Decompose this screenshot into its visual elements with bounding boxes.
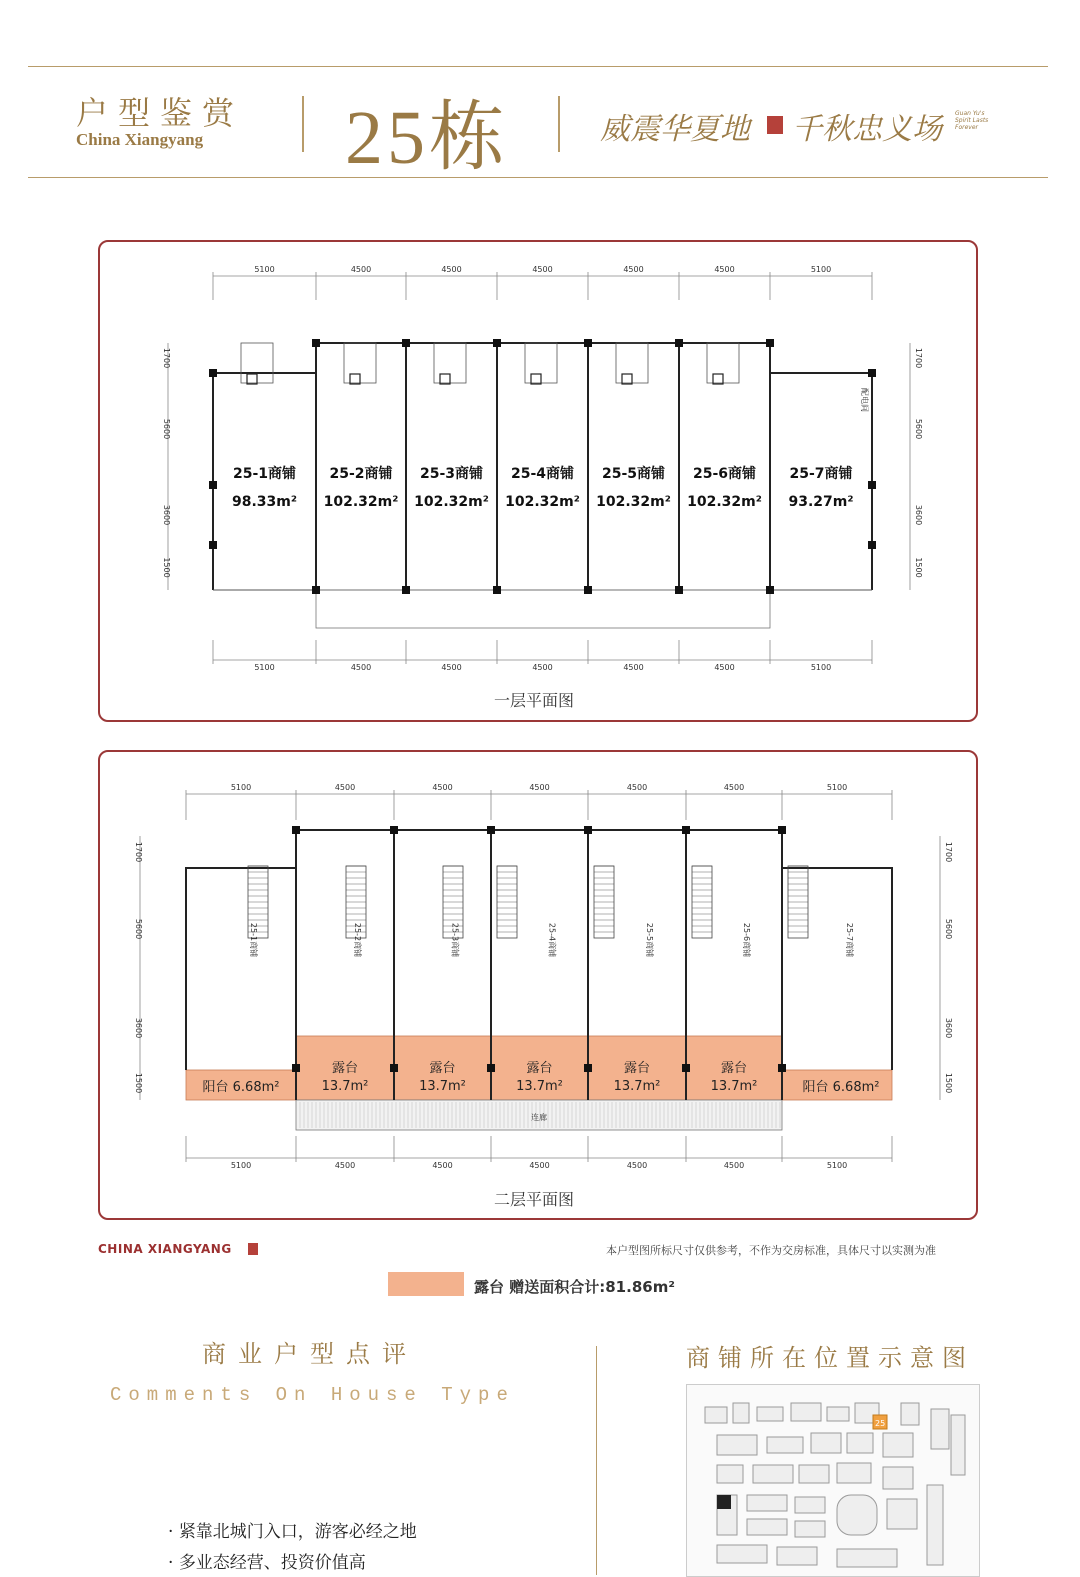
site-map — [686, 1384, 980, 1577]
floor2-caption: 二层平面图 — [494, 1190, 575, 1209]
legend-label: 露台 — [474, 1278, 505, 1296]
dim-label-bottom: 4500 — [334, 1161, 356, 1170]
shop-area: 102.32m² — [687, 494, 762, 510]
column — [493, 339, 501, 347]
dim-label-bottom: 5100 — [230, 1161, 252, 1170]
dim-label-top: 5100 — [826, 783, 848, 792]
floor2-frame — [98, 750, 978, 1220]
shop-area: 102.32m² — [596, 494, 671, 510]
column — [675, 339, 683, 347]
terrace-label: 露台 — [429, 1061, 456, 1076]
dim-label-top: 4500 — [723, 783, 745, 792]
stair-core — [622, 374, 632, 384]
terrace-area-label: 13.7m² — [419, 1079, 466, 1094]
shop-area: 102.32m² — [323, 494, 399, 510]
unit-label: 25-2商铺 — [353, 922, 362, 958]
dim-label-side: 3600 — [914, 504, 923, 526]
terrace-area-label: 13.7m² — [321, 1079, 369, 1094]
disclaimer-note: 本户型图所标尺寸仅供参考，不作为交房标准，具体尺寸以实测为准 — [606, 1244, 936, 1257]
dim-label-side: 3600 — [944, 1017, 953, 1039]
floor1-caption: 一层平面图 — [494, 691, 575, 710]
column — [312, 586, 320, 594]
unit-label: 25-4商铺 — [547, 922, 557, 958]
dim-label-side: 1700 — [944, 841, 953, 863]
page-title: 户型鉴赏 — [76, 94, 245, 132]
slogan-left: 威震华夏地 — [600, 112, 750, 147]
dim-label-top: 4500 — [714, 265, 735, 274]
shop-name: 25-6商铺 — [692, 466, 757, 482]
dim-label-top: 4500 — [626, 783, 648, 792]
location-title: 商铺所在位置示意图 — [686, 1344, 974, 1372]
column — [868, 369, 876, 377]
terrace-label: 露台 — [623, 1061, 651, 1076]
room-label: 配电间 — [860, 388, 869, 412]
building-number: 25栋 — [345, 96, 509, 180]
site-map-svg — [687, 1385, 979, 1576]
dim-label-bottom: 5100 — [254, 663, 275, 672]
column — [584, 339, 592, 347]
dim-label-side: 3600 — [134, 1017, 143, 1039]
shop-location-label: 25 — [875, 1419, 886, 1428]
dim-label-side: 1700 — [914, 347, 923, 369]
comment-bullet: · 多业态经营、投资价值高 — [168, 1553, 366, 1573]
unit-label: 25-5商铺 — [645, 922, 654, 958]
unit-label: 25-1商铺 — [249, 922, 258, 958]
stair-core — [531, 374, 541, 384]
slogan-english: Guan Yu's Spirit Lasts Forever — [955, 110, 989, 131]
balcony-left-label: 阳台 6.68m² — [202, 1080, 280, 1095]
section-divider — [596, 1346, 597, 1575]
dim-label-top: 4500 — [441, 265, 462, 274]
column — [493, 586, 501, 594]
stair-core — [350, 374, 360, 384]
terrace-legend — [474, 1276, 675, 1297]
dim-label-bottom: 5100 — [826, 1161, 848, 1170]
brand-seal-icon — [248, 1243, 258, 1255]
terrace-label: 露台 — [331, 1061, 359, 1076]
dim-label-side: 1500 — [914, 557, 923, 578]
dim-label-top: 4500 — [623, 265, 644, 274]
dim-label-side: 3600 — [162, 504, 171, 526]
shop-name: 25-7商铺 — [789, 466, 853, 482]
dim-label-side: 5600 — [134, 918, 143, 940]
shop-area: 102.32m² — [505, 494, 580, 510]
column — [675, 586, 683, 594]
column — [209, 481, 217, 489]
comments-subtitle: Comments On House Type — [110, 1384, 515, 1406]
dim-label-bottom: 4500 — [714, 663, 735, 672]
dim-label-bottom: 4500 — [623, 663, 644, 672]
dim-label-bottom: 4500 — [626, 1161, 648, 1170]
dim-label-top: 4500 — [529, 783, 550, 792]
dim-label-bottom: 4500 — [723, 1161, 745, 1170]
dim-label-top: 5100 — [810, 265, 832, 274]
dim-label-side: 1700 — [162, 347, 171, 369]
dim-label-side: 5600 — [914, 418, 923, 440]
shop-area: 98.33m² — [231, 494, 298, 510]
dim-label-bottom: 4500 — [441, 663, 462, 672]
dim-label-bottom: 4500 — [532, 663, 553, 672]
unit-label: 25-6商铺 — [742, 922, 751, 958]
dim-label-top: 4500 — [532, 265, 553, 274]
terrace-area-label: 13.7m² — [613, 1079, 661, 1094]
stair-core — [440, 374, 450, 384]
column — [868, 541, 876, 549]
comments-title: 商业户型点评 — [202, 1340, 418, 1368]
shop-name: 25-1商铺 — [232, 466, 297, 482]
comment-bullet: · 紧靠北城门入口，游客必经之地 — [168, 1522, 417, 1542]
column — [402, 339, 410, 347]
floor1-plan — [162, 265, 923, 672]
dim-label-top: 4500 — [432, 783, 453, 792]
column — [402, 586, 410, 594]
landmark-marker — [717, 1495, 731, 1509]
column — [312, 339, 320, 347]
unit-label: 25-3商铺 — [450, 922, 460, 958]
column — [868, 481, 876, 489]
stair-core — [713, 374, 723, 384]
dim-label-top: 4500 — [350, 265, 372, 274]
shop-name: 25-3商铺 — [419, 466, 484, 482]
dim-label-bottom: 4500 — [432, 1161, 453, 1170]
dim-label-side: 1700 — [134, 841, 143, 863]
column — [766, 586, 774, 594]
unit-label: 25-7商铺 — [845, 922, 854, 958]
dim-label-side: 5600 — [162, 418, 171, 440]
stair-core — [247, 374, 257, 384]
slogan-right: 千秋忠义场 — [792, 112, 942, 147]
shop-name: 25-5商铺 — [601, 466, 666, 482]
page-subtitle: China Xiangyang — [76, 130, 204, 149]
corridor — [316, 590, 770, 628]
dim-label-bottom: 4500 — [350, 663, 372, 672]
column — [209, 369, 217, 377]
dim-label-top: 5100 — [230, 783, 252, 792]
dim-label-top: 5100 — [254, 265, 275, 274]
dim-label-side: 5600 — [944, 918, 953, 940]
shop-area: 93.27m² — [788, 494, 854, 510]
corridor-label: 连廊 — [531, 1113, 547, 1122]
balcony-right-label: 阳台 6.68m² — [802, 1080, 880, 1095]
legend-text: 赠送面积合计:81.86m² — [509, 1278, 675, 1296]
dim-label-bottom: 4500 — [529, 1161, 550, 1170]
column — [766, 339, 774, 347]
shop-area: 102.32m² — [414, 494, 489, 510]
dim-label-bottom: 5100 — [810, 663, 832, 672]
column — [209, 541, 217, 549]
terrace-label: 露台 — [526, 1061, 553, 1076]
shop-name: 25-2商铺 — [329, 466, 393, 482]
dim-label-side: 1500 — [134, 1072, 143, 1094]
dim-label-side: 1500 — [944, 1072, 953, 1094]
dim-label-top: 4500 — [334, 783, 356, 792]
terrace-area-label: 13.7m² — [710, 1079, 758, 1094]
shop-name: 25-4商铺 — [510, 466, 575, 482]
terrace-area-label: 13.7m² — [516, 1079, 563, 1094]
column — [584, 586, 592, 594]
terrace-legend-swatch — [388, 1272, 464, 1296]
brand-mark: CHINA XIANGYANG — [98, 1242, 232, 1256]
dim-label-side: 1500 — [162, 557, 171, 578]
terrace-label: 露台 — [720, 1061, 748, 1076]
